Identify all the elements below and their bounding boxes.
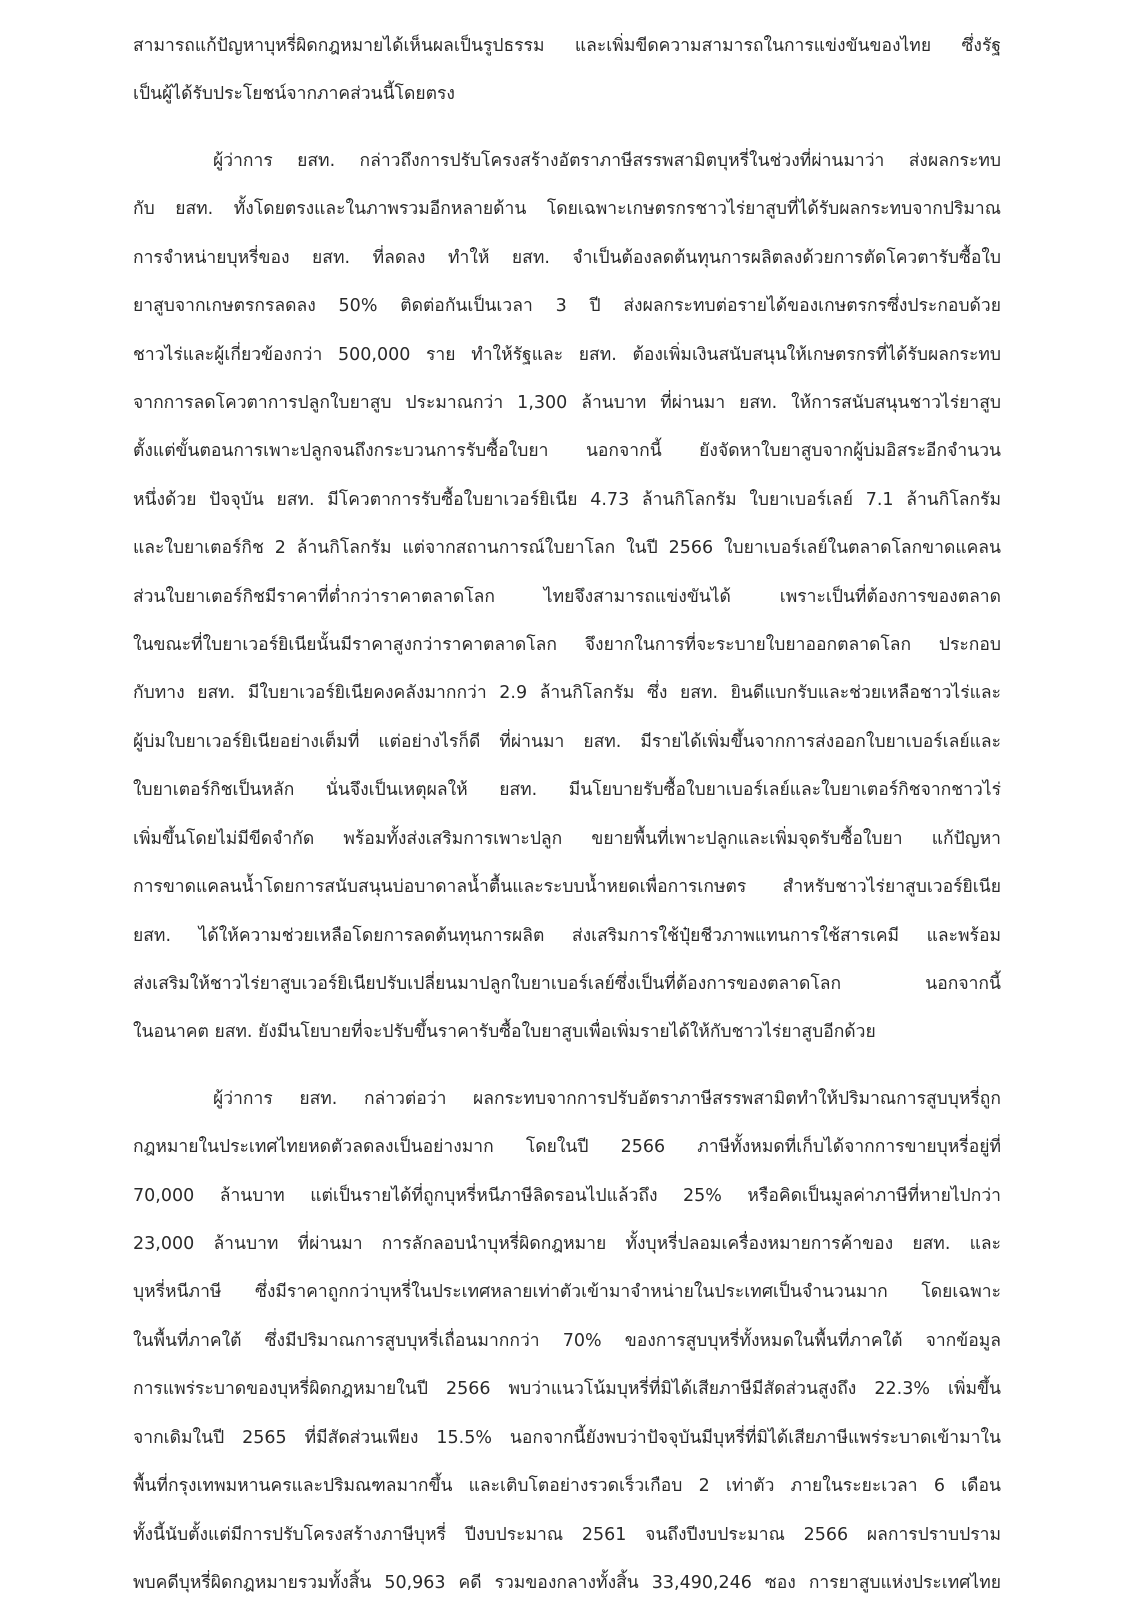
paragraph-2-line-15: เพิ่มขึ้นโดยไม่มีขีดจำกัด พร้อมทั้งส่งเสริมการเพาะปลูก ขยายพื้นที่เพาะปลูกและเพิ่มจุดรับซื้อใบยา แก้ปัญหา	[133, 829, 1001, 849]
paragraph-2-line-8: หนึ่งด้วย ปัจจุบัน ยสท. มีโควตาการรับซื้อใบยาเวอร์ยิเนีย 4.73 ล้านกิโลกรัม ใบยาเบอร์เลย์ 7.1 ล้านกิโลกรัม	[133, 490, 1001, 510]
paragraph-2-line-10: ส่วนใบยาเตอร์กิชมีราคาที่ต่ำกว่าราคาตลาดโลก ไทยจึงสามารถแข่งขันได้ เพราะเป็นที่ต้องการของตลาด	[133, 587, 1001, 607]
paragraph-3-line-10: ทั้งนี้นับตั้งแต่มีการปรับโครงสร้างภาษีบุหรี่ ปีงบประมาณ 2561 จนถึงปีงบประมาณ 2566 ผลการปราบปราม	[133, 1525, 1001, 1545]
paragraph-2-line-1: ผู้ว่าการ ยสท. กล่าวถึงการปรับโครงสร้างอัตราภาษีสรรพสามิตบุหรี่ในช่วงที่ผ่านมาว่า ส่งผลกระทบ	[213, 151, 1001, 171]
paragraph-2-line-7: ตั้งแต่ขั้นตอนการเพาะปลูกจนถึงกระบวนการรับซื้อใบยา นอกจากนี้ ยังจัดหาใบยาสูบจากผู้บ่มอิสระอีกจำนวน	[133, 441, 1001, 461]
paragraph-2-line-2: กับ ยสท. ทั้งโดยตรงและในภาพรวมอีกหลายด้าน โดยเฉพาะเกษตรกรชาวไร่ยาสูบที่ได้รับผลกระทบจากปริมาณ	[133, 199, 1001, 219]
paragraph-3-line-2: กฎหมายในประเทศไทยหดตัวลดลงเป็นอย่างมาก โดยในปี 2566 ภาษีทั้งหมดที่เก็บได้จากการขายบุหรี่อยู่ที่	[133, 1137, 1001, 1157]
paragraph-2-line-18: ส่งเสริมให้ชาวไร่ยาสูบเวอร์ยิเนียปรับเปลี่ยนมาปลูกใบยาเบอร์เลย์ซึ่งเป็นที่ต้องการของตลาดโลก นอกจากนี้	[133, 974, 1001, 994]
paragraph-3-line-5: บุหรี่หนีภาษี ซึ่งมีราคาถูกกว่าบุหรี่ในประเทศหลายเท่าตัวเข้ามาจำหน่ายในประเทศเป็นจำนวนมาก โดยเฉพาะ	[133, 1282, 1001, 1302]
paragraph-2-line-16: การขาดแคลนน้ำโดยการสนับสนุนบ่อบาดาลน้ำตื้นและระบบน้ำหยดเพื่อการเกษตร สำหรับชาวไร่ยาสูบเวอร์ยิเนีย	[133, 877, 1001, 897]
paragraph-3-line-11: พบคดีบุหรี่ผิดกฎหมายรวมทั้งสิ้น 50,963 คดี รวมของกลางทั้งสิ้น 33,490,246 ซอง การยาสูบแห่งประเทศไทย	[133, 1573, 1001, 1593]
paragraph-2-line-5: ชาวไร่และผู้เกี่ยวข้องกว่า 500,000 ราย ทำให้รัฐและ ยสท. ต้องเพิ่มเงินสนับสนุนให้เกษตรกรที่ได้รับผลกระทบ	[133, 345, 1001, 365]
paragraph-2-line-3: การจำหน่ายบุหรี่ของ ยสท. ที่ลดลง ทำให้ ยสท. จำเป็นต้องลดต้นทุนการผลิตลงด้วยการตัดโควตารับซื้อใบ	[133, 248, 1001, 268]
paragraph-2-line-11: ในขณะที่ใบยาเวอร์ยิเนียนั้นมีราคาสูงกว่าราคาตลาดโลก จึงยากในการที่จะระบายใบยาออกตลาดโลก ประกอบ	[133, 635, 1001, 655]
paragraph-2-line-14: ใบยาเตอร์กิชเป็นหลัก นั่นจึงเป็นเหตุผลให้ ยสท. มีนโยบายรับซื้อใบยาเบอร์เลย์และใบยาเตอร์กิชจากชาวไร่	[133, 780, 1001, 800]
paragraph-3-line-1: ผู้ว่าการ ยสท. กล่าวต่อว่า ผลกระทบจากการปรับอัตราภาษีสรรพสามิตทำให้ปริมาณการสูบบุหรี่ถูก	[213, 1089, 1001, 1109]
paragraph-2-line-12: กับทาง ยสท. มีใบยาเวอร์ยิเนียคงคลังมากกว่า 2.9 ล้านกิโลกรัม ซึ่ง ยสท. ยินดีแบกรับและช่วยเหลือชาวไร่และ	[133, 683, 1001, 703]
paragraph-2-line-13: ผู้บ่มใบยาเวอร์ยิเนียอย่างเต็มที่ แต่อย่างไรก็ดี ที่ผ่านมา ยสท. มีรายได้เพิ่มขึ้นจากการส่งออกใบยาเบอร์เลย์และ	[133, 732, 1001, 752]
paragraph-2-line-9: และใบยาเตอร์กิช 2 ล้านกิโลกรัม แต่จากสถานการณ์ใบยาโลก ในปี 2566 ใบยาเบอร์เลย์ในตลาดโลกขาดแคลน	[133, 538, 1001, 558]
paragraph-1-line-1: สามารถแก้ปัญหาบุหรี่ผิดกฎหมายได้เห็นผลเป็นรูปธรรม และเพิ่มขีดความสามารถในการแข่งขันของไทย ซึ่งรัฐ	[133, 36, 1001, 56]
paragraph-1-line-2: เป็นผู้ได้รับประโยชน์จากภาคส่วนนี้โดยตรง	[133, 84, 455, 104]
paragraph-3-line-6: ในพื้นที่ภาคใต้ ซึ่งมีปริมาณการสูบบุหรี่เถื่อนมากกว่า 70% ของการสูบบุหรี่ทั้งหมดในพื้นที่ภาคใต้ จากข้อมูล	[133, 1331, 1001, 1351]
paragraph-3-line-8: จากเดิมในปี 2565 ที่มีสัดส่วนเพียง 15.5% นอกจากนี้ยังพบว่าปัจจุบันมีบุหรี่ที่มิได้เสียภาษีแพร่ระบาดเข้ามาใน	[133, 1428, 1001, 1448]
paragraph-3-line-7: การแพร่ระบาดของบุหรี่ผิดกฎหมายในปี 2566 พบว่าแนวโน้มบุหรี่ที่มิได้เสียภาษีมีสัดส่วนสูงถึง 22.3% เพิ่มขึ้น	[133, 1379, 1001, 1399]
paragraph-3-line-3: 70,000 ล้านบาท แต่เป็นรายได้ที่ถูกบุหรี่หนีภาษีลิดรอนไปแล้วถึง 25% หรือคิดเป็นมูลค่าภาษีที่หายไปกว่า	[133, 1186, 1001, 1206]
paragraph-2-line-6: จากการลดโควตาการปลูกใบยาสูบ ประมาณกว่า 1,300 ล้านบาท ที่ผ่านมา ยสท. ให้การสนับสนุนชาวไร่ยาสูบ	[133, 393, 1001, 413]
paragraph-2-line-19: ในอนาคต ยสท. ยังมีนโยบายที่จะปรับขึ้นราคารับซื้อใบยาสูบเพื่อเพิ่มรายได้ให้กับชาวไร่ยาสูบอีกด้วย	[133, 1022, 876, 1042]
paragraph-3-line-4: 23,000 ล้านบาท ที่ผ่านมา การลักลอบนำบุหรี่ผิดกฎหมาย ทั้งบุหรี่ปลอมเครื่องหมายการค้าของ ยสท. และ	[133, 1234, 1001, 1254]
paragraph-2-line-4: ยาสูบจากเกษตรกรลดลง 50% ติดต่อกันเป็นเวลา 3 ปี ส่งผลกระทบต่อรายได้ของเกษตรกรซึ่งประกอบด้วย	[133, 296, 1001, 316]
paragraph-2-line-17: ยสท. ได้ให้ความช่วยเหลือโดยการลดต้นทุนการผลิต ส่งเสริมการใช้ปุ๋ยชีวภาพแทนการใช้สารเคมี และพร้อม	[133, 926, 1001, 946]
paragraph-3-line-9: พื้นที่กรุงเทพมหานครและปริมณฑลมากขึ้น และเติบโตอย่างรวดเร็วเกือบ 2 เท่าตัว ภายในระยะเวลา 6 เดือน	[133, 1476, 1001, 1496]
